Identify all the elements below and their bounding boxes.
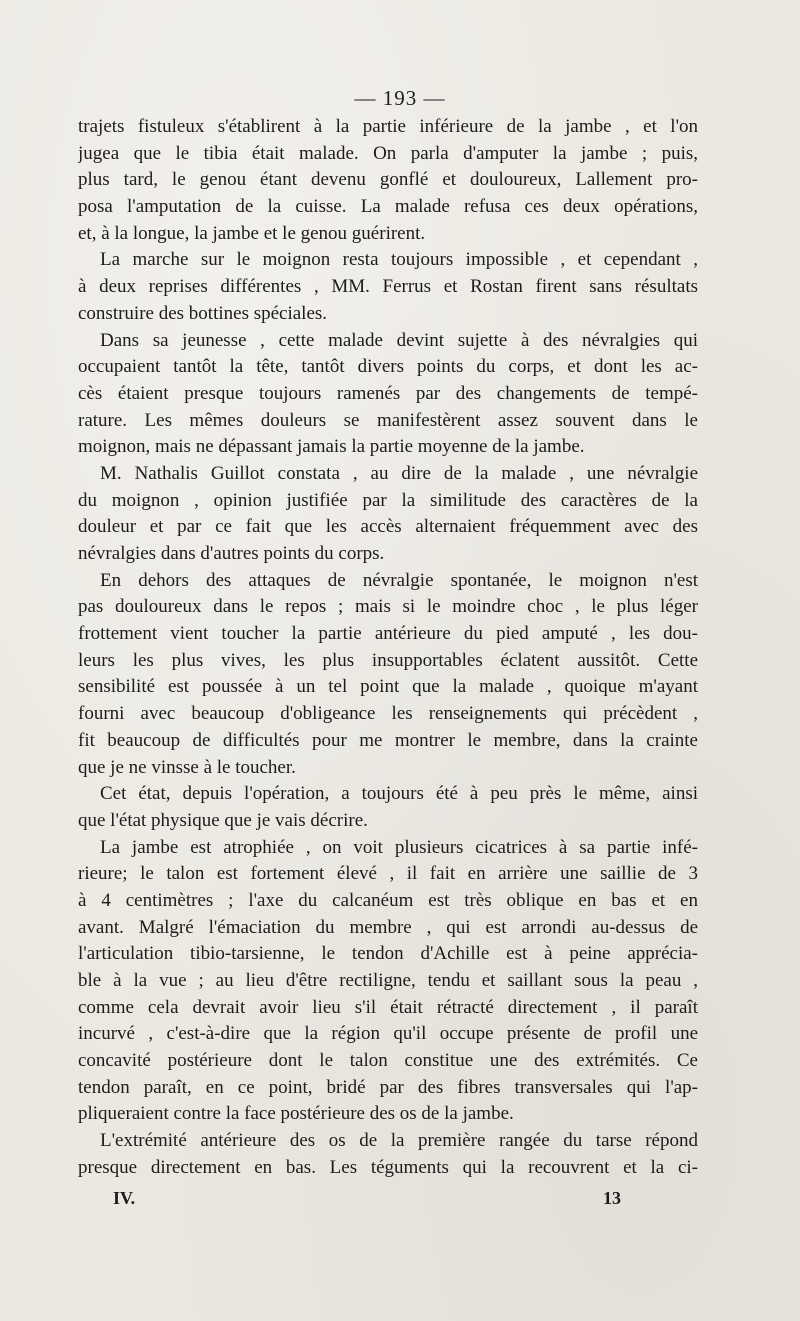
text-line: construire des bottines spéciales. <box>78 302 328 324</box>
text-line: concavité postérieure dont le talon constitue une des extrémités. Ce <box>78 1050 698 1072</box>
paragraph <box>78 247 698 327</box>
text-line: jugea que le tibia était malade. On parla d'amputer la jambe ; puis, <box>78 142 698 164</box>
text-line: névralgies dans d'autres points du corps. <box>78 543 385 564</box>
paragraph <box>78 114 698 247</box>
text-line: La marche sur le moignon resta toujours impossible , et cependant , <box>100 249 698 271</box>
text-line: douleur et par ce fait que les accès alternaient fréquemment avec des <box>78 516 698 538</box>
text-line: l'articulation tibio-tarsienne, le tendon d'Achille est à peine apprécia- <box>78 943 698 965</box>
page-number: — 193 — <box>354 86 446 110</box>
signature-mark: IV. <box>113 1188 136 1208</box>
text-line: trajets fistuleux s'établirent à la partie inférieure de la jambe , et l'on <box>78 116 698 137</box>
text-line: La jambe est atrophiée , on voit plusieurs cicatrices à sa partie infé- <box>100 836 698 858</box>
text-line: cès étaient presque toujours ramenés par des changements de tempé- <box>78 382 698 404</box>
paragraph <box>78 328 698 461</box>
text-line: sensibilité est poussée à un tel point que la malade , quoique m'ayant <box>78 676 698 698</box>
sheet-number: 13 <box>603 1188 621 1208</box>
text-line: Dans sa jeunesse , cette malade devint sujette à des névralgies qui <box>100 329 698 351</box>
text-line: En dehors des attaques de névralgie spontanée, le moignon n'est <box>100 569 698 591</box>
text-line: rieure; le talon est fortement élevé , il fait en arrière une saillie de 3 <box>78 863 698 885</box>
text-line: occupaient tantôt la tête, tantôt divers points du corps, et dont les ac- <box>78 356 698 378</box>
text-line: que l'état physique que je vais décrire. <box>78 809 368 831</box>
text-line: L'extrémité antérieure des os de la première rangée du tarse répond <box>100 1130 698 1152</box>
paragraph <box>78 835 698 1129</box>
text-line: du moignon , opinion justifiée par la similitude des caractères de la <box>78 489 698 511</box>
text-line: fit beaucoup de difficultés pour me montrer le membre, dans la crainte <box>78 729 698 751</box>
text-line: tendon paraît, en ce point, bridé par des fibres transversales qui l'ap- <box>78 1076 698 1098</box>
text-line: avant. Malgré l'émaciation du membre , qui est arrondi au-dessus de <box>78 916 698 938</box>
text-line: que je ne vinsse à le toucher. <box>78 756 296 778</box>
text-line: pas douloureux dans le repos ; mais si le moindre choc , le plus léger <box>78 596 698 618</box>
paragraph <box>78 568 698 782</box>
text-line: comme cela devrait avoir lieu s'il était rétracté directement , il paraît <box>78 996 698 1018</box>
text-line: rature. Les mêmes douleurs se manifestèrent assez souvent dans le <box>78 409 698 431</box>
text-line: M. Nathalis Guillot constata , au dire de la malade , une névralgie <box>100 462 698 484</box>
text-line: posa l'amputation de la cuisse. La malade refusa ces deux opérations, <box>78 196 698 218</box>
paragraph <box>78 461 698 568</box>
text-line: incurvé , c'est-à-dire que la région qu'il occupe présente de profil une <box>78 1023 698 1045</box>
text-line: pliqueraient contre la face postérieure des os de la jambe. <box>78 1103 514 1125</box>
text-line: à deux reprises différentes , MM. Ferrus et Rostan firent sans résultats <box>78 276 698 298</box>
text-line: fourni avec beaucoup d'obligeance les renseignements qui précèdent , <box>78 703 698 725</box>
text-line: ble à la vue ; au lieu d'être rectiligne, tendu et saillant sous la peau , <box>78 970 698 991</box>
text-line: presque directement en bas. Les téguments qui la recouvrent et la ci- <box>78 1156 698 1178</box>
text-line: frottement vient toucher la partie antérieure du pied amputé , les dou- <box>78 623 698 645</box>
text-line: et, à la longue, la jambe et le genou guérirent. <box>78 222 426 244</box>
text-line: leurs les plus vives, les plus insupportables éclatent aussitôt. Cette <box>78 649 698 671</box>
page-footer <box>0 1188 800 1214</box>
text-line: à 4 centimètres ; l'axe du calcanéum est très oblique en bas et en <box>78 889 698 911</box>
text-line: plus tard, le genou étant devenu gonflé et douloureux, Lallement pro- <box>78 169 698 191</box>
paragraph <box>78 1128 698 1181</box>
body-text <box>78 114 698 1182</box>
paragraph <box>78 781 698 834</box>
text-line: moignon, mais ne dépassant jamais la partie moyenne de la jambe. <box>78 436 585 458</box>
text-line: Cet état, depuis l'opération, a toujours été à peu près le même, ainsi <box>100 783 698 805</box>
